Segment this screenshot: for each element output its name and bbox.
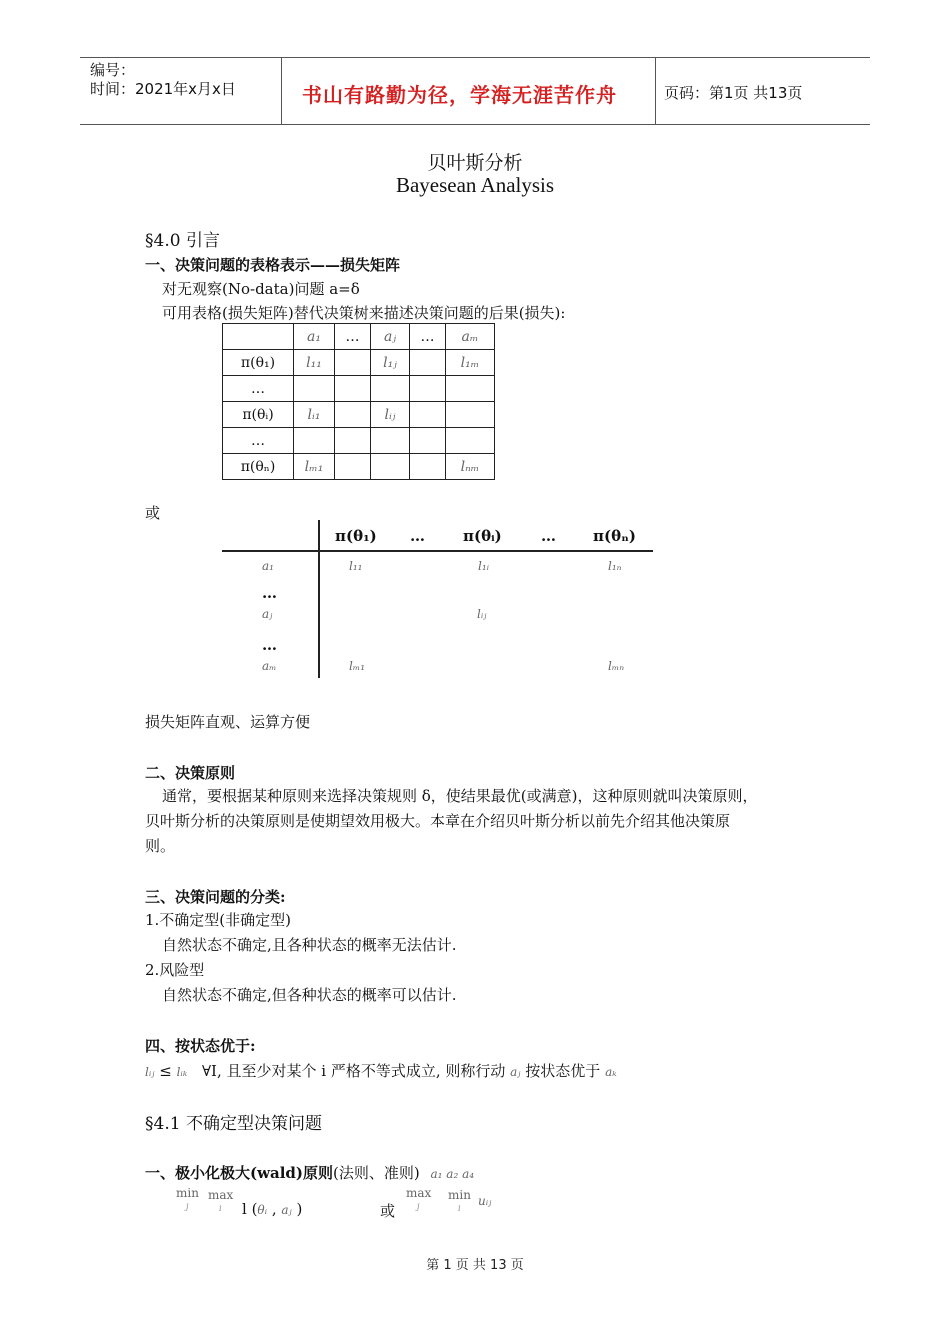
table-cell: lₘₙ bbox=[608, 659, 625, 673]
table2-row-label: a₁ bbox=[262, 559, 274, 573]
minimax-heading-rest: (法则、准则) bbox=[333, 1164, 420, 1182]
formula-lik: lᵢₖ bbox=[176, 1065, 188, 1079]
formula-lij: lᵢⱼ bbox=[145, 1065, 155, 1079]
header-bottom-rule bbox=[80, 124, 870, 125]
table2-vertical-rule bbox=[318, 520, 320, 678]
formula-aj: aⱼ bbox=[281, 1203, 292, 1217]
table2-header-ellipsis: … bbox=[410, 527, 425, 545]
header-divider-right bbox=[655, 57, 656, 124]
table1-col-ellipsis: … bbox=[410, 324, 446, 350]
page-footer: 第 1 页 共 13 页 bbox=[426, 1258, 524, 1273]
minimax-heading bbox=[145, 1162, 474, 1183]
formula-max-sub: i bbox=[219, 1204, 222, 1213]
table-row bbox=[223, 454, 495, 480]
table2-row-label: aₘ bbox=[262, 659, 277, 673]
part1-heading: 一、决策问题的表格表示——损失矩阵 bbox=[145, 256, 401, 274]
part3-item1: 1.不确定型(非确定型) bbox=[145, 911, 292, 929]
table-cell: l₁ₙ bbox=[608, 559, 622, 573]
formula-close: ) bbox=[291, 1200, 303, 1218]
table-cell: lᵢⱼ bbox=[371, 402, 410, 428]
part3-item2: 2.风险型 bbox=[145, 961, 205, 979]
part2-paragraph-line2: 贝叶斯分析的决策原则是使期望效用极大。本章在介绍贝叶斯分析以前先介绍其他决策原 bbox=[145, 812, 731, 830]
title-chinese: 贝叶斯分析 bbox=[427, 152, 523, 174]
part3-item2-desc: 自然状态不确定,但各种状态的概率可以估计. bbox=[162, 986, 457, 1004]
matrix-note: 损失矩阵直观、运算方便 bbox=[145, 713, 311, 731]
table-cell: lₙₘ bbox=[446, 454, 495, 480]
table-cell: l₁ᵢ bbox=[478, 559, 490, 573]
formula2-max-sub: j bbox=[417, 1202, 420, 1211]
table-cell: lₘ₁ bbox=[349, 659, 366, 673]
table2-row-label: aⱼ bbox=[262, 607, 273, 621]
formula-body bbox=[242, 1200, 302, 1218]
formula-max: max bbox=[208, 1188, 234, 1202]
header-number-label: 编号： bbox=[90, 61, 136, 79]
minimax-heading-bold: 一、极小化极大(wald)原则 bbox=[145, 1164, 334, 1182]
table-cell bbox=[294, 376, 335, 402]
table-cell: lₘ₁ bbox=[294, 454, 335, 480]
table2-row-label: … bbox=[262, 636, 277, 654]
table-cell: l₁ₘ bbox=[446, 350, 495, 376]
part2-paragraph-line3: 则。 bbox=[145, 837, 176, 855]
formula-l: l ( bbox=[242, 1200, 258, 1218]
table-cell bbox=[371, 454, 410, 480]
table1-col-a1: a₁ bbox=[294, 324, 335, 350]
part2-heading: 二、决策原则 bbox=[145, 764, 236, 782]
table1-col-ellipsis: … bbox=[335, 324, 371, 350]
part1-line1: 对无观察(No-data)问题 a=δ bbox=[162, 280, 360, 298]
loss-matrix-table-1 bbox=[222, 323, 495, 480]
table-row bbox=[223, 402, 495, 428]
table-cell: l₁ⱼ bbox=[371, 350, 410, 376]
table-row bbox=[223, 350, 495, 376]
part4-text2: 按状态优于 bbox=[525, 1062, 601, 1080]
formula2-min: min bbox=[448, 1188, 471, 1202]
part2-paragraph-line1: 通常，要根据某种原则来选择决策规则 δ，使结果最优(或满意)，这种原则就叫决策原则， bbox=[162, 787, 758, 805]
formula-leq: ≤ bbox=[159, 1062, 172, 1080]
table-cell bbox=[371, 428, 410, 454]
header-top-rule bbox=[80, 57, 870, 58]
table-cell bbox=[335, 402, 371, 428]
table2-header-pi-theta1: π(θ₁) bbox=[335, 527, 377, 545]
minimax-actions: a₁ a₂ a₄ bbox=[430, 1167, 475, 1181]
formula-comma: , bbox=[267, 1200, 282, 1218]
formula-min: min bbox=[176, 1186, 199, 1200]
table-cell: lᵢⱼ bbox=[477, 607, 487, 621]
formula2-u: uᵢⱼ bbox=[478, 1194, 492, 1208]
table1-row-label: π(θᵢ) bbox=[223, 402, 294, 428]
table1-header-row bbox=[223, 324, 495, 350]
table-cell: l₁₁ bbox=[349, 559, 363, 573]
table-cell bbox=[294, 428, 335, 454]
part4-text: ∀I, 且至少对某个 i 严格不等式成立, 则称行动 bbox=[201, 1062, 506, 1080]
part3-heading: 三、决策问题的分类: bbox=[145, 888, 286, 906]
part4-statement bbox=[145, 1060, 617, 1081]
table-cell bbox=[371, 376, 410, 402]
table2-row-label: … bbox=[262, 584, 277, 602]
table2-horizontal-rule bbox=[222, 550, 653, 552]
header-motto: 书山有路勤为径，学海无涯苦作舟 bbox=[302, 83, 617, 107]
table-cell bbox=[410, 402, 446, 428]
section-heading-4-0: §4.0 引言 bbox=[145, 231, 220, 251]
part1-line2: 可用表格(损失矩阵)替代决策树来描述决策问题的后果(损失): bbox=[162, 304, 566, 322]
table-cell: l₁₁ bbox=[294, 350, 335, 376]
table-row bbox=[223, 428, 495, 454]
table1-row-label: π(θ₁) bbox=[223, 350, 294, 376]
table-cell bbox=[335, 454, 371, 480]
title-english: Bayesean Analysis bbox=[395, 173, 555, 197]
formula-theta: θᵢ bbox=[257, 1203, 268, 1217]
part3-item1-desc: 自然状态不确定,且各种状态的概率无法估计. bbox=[162, 936, 457, 954]
header-page-info: 页码：第1页 共13页 bbox=[664, 84, 803, 102]
section-heading-4-1: §4.1 不确定型决策问题 bbox=[145, 1114, 322, 1134]
table-cell bbox=[446, 428, 495, 454]
formula2-max: max bbox=[406, 1186, 432, 1200]
table-cell bbox=[446, 402, 495, 428]
table2-header-pi-thetai: π(θᵢ) bbox=[463, 527, 502, 545]
table-cell: lᵢ₁ bbox=[294, 402, 335, 428]
or-label: 或 bbox=[145, 504, 161, 522]
table-row bbox=[223, 376, 495, 402]
part4-heading: 四、按状态优于: bbox=[145, 1037, 256, 1055]
table2-header-ellipsis: … bbox=[541, 527, 556, 545]
table1-col-am: aₘ bbox=[446, 324, 495, 350]
formula-or: 或 bbox=[380, 1202, 396, 1220]
table-cell bbox=[410, 428, 446, 454]
table-cell bbox=[335, 376, 371, 402]
formula-ak: aₖ bbox=[605, 1065, 617, 1079]
table-cell bbox=[410, 376, 446, 402]
table1-row-label: … bbox=[223, 376, 294, 402]
table-cell bbox=[446, 376, 495, 402]
table-cell bbox=[410, 454, 446, 480]
table1-col-aj: aⱼ bbox=[371, 324, 410, 350]
table-cell bbox=[410, 350, 446, 376]
formula-min-sub: j bbox=[186, 1202, 189, 1211]
table1-row-label: … bbox=[223, 428, 294, 454]
table1-corner-cell bbox=[223, 324, 294, 350]
formula2-min-sub: i bbox=[458, 1204, 461, 1213]
header-time-label: 时间：2021年x月x日 bbox=[90, 80, 236, 98]
table1-row-label: π(θₙ) bbox=[223, 454, 294, 480]
table-cell bbox=[335, 350, 371, 376]
header-divider-left bbox=[281, 57, 282, 124]
table-cell bbox=[335, 428, 371, 454]
formula-aj: aⱼ bbox=[510, 1065, 521, 1079]
table2-header-pi-thetan: π(θₙ) bbox=[593, 527, 636, 545]
